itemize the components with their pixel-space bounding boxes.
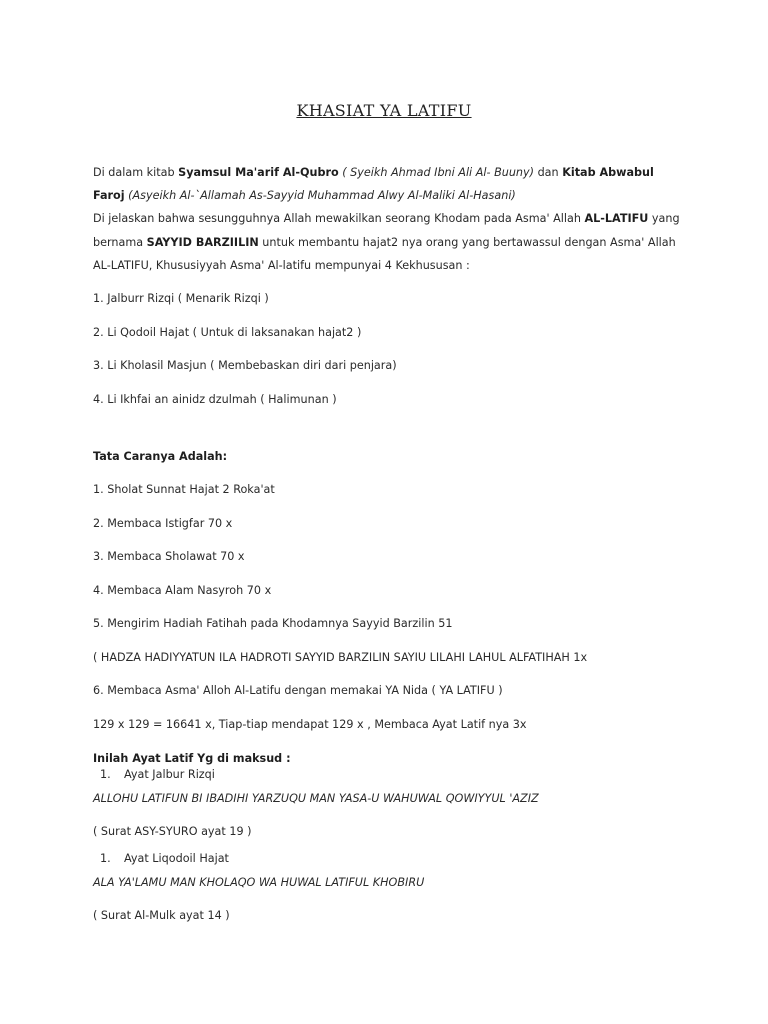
ayat-label: Ayat Liqodoil Hajat	[124, 852, 229, 865]
kekhususan-item: 4. Li Ikhfai an ainidz dzulmah ( Halimunan )	[93, 393, 337, 406]
asma-bold: AL-LATIFU	[584, 212, 649, 225]
intro-line-3	[93, 212, 680, 226]
intro-text: Di dalam kitab	[93, 166, 179, 179]
kitab-name-bold: Syamsul Ma'arif Al-Qubro	[178, 166, 339, 179]
ayat-heading: Inilah Ayat Latif Yg di maksud :	[93, 752, 291, 765]
calculation-text: 129 x 129 = 16641 x, Tiap-tiap mendapat 129 x , Membaca Ayat Latif nya 3x	[93, 718, 527, 731]
intro-text: untuk membantu hajat2 nya orang yang bertawassul dengan Asma' Allah	[258, 236, 676, 249]
khodam-name-bold: SAYYID BARZIILIN	[146, 236, 259, 249]
ayat-list-item	[100, 852, 229, 866]
tata-cara-step: 2. Membaca Istigfar 70 x	[93, 517, 233, 530]
tata-cara-step: 6. Membaca Asma' Alloh Al-Latifu dengan memakai YA Nida ( YA LATIFU )	[93, 684, 503, 697]
tata-cara-step: 3. Membaca Sholawat 70 x	[93, 550, 245, 563]
intro-line-2	[93, 189, 516, 203]
intro-text: yang	[648, 212, 680, 225]
intro-line-5: AL-LATIFU, Khususiyyah Asma' Al-latifu mempunyai 4 Kekhususan :	[93, 259, 470, 272]
tata-cara-step: 1. Sholat Sunnat Hajat 2 Roka'at	[93, 483, 275, 496]
ayat-text: ALLOHU LATIFUN BI IBADIHI YARZUQU MAN YASA-U WAHUWAL QOWIYYUL 'AZIZ	[93, 792, 539, 805]
intro-text: bernama	[93, 236, 147, 249]
tata-cara-heading: Tata Caranya Adalah:	[93, 450, 228, 463]
ayat-label: Ayat Jalbur Rizqi	[124, 768, 215, 781]
tata-cara-step: 5. Mengirim Hadiah Fatihah pada Khodamnya Sayyid Barzilin 51	[93, 617, 453, 630]
ayat-list-item	[100, 768, 215, 782]
kekhususan-item: 1. Jalburr Rizqi ( Menarik Rizqi )	[93, 292, 269, 305]
intro-line-4	[93, 236, 676, 250]
kekhususan-item: 3. Li Kholasil Masjun ( Membebaskan diri dari penjara)	[93, 359, 397, 372]
page-title: KHASIAT YA LATIFU	[296, 101, 472, 120]
kitab-author-italic: (Asyeikh Al-`Allamah As-Sayyid Muhammad Alwy Al-Maliki Al-Hasani)	[124, 189, 516, 202]
kitab-name-bold: Kitab Abwabul	[562, 166, 654, 179]
ayat-text: ALA YA'LAMU MAN KHOLAQO WA HUWAL LATIFUL KHOBIRU	[93, 876, 425, 889]
kitab-author-italic: ( Syeikh Ahmad Ibni Ali Al- Buuny)	[338, 166, 535, 179]
tata-cara-step: 4. Membaca Alam Nasyroh 70 x	[93, 584, 272, 597]
list-number: 1.	[100, 852, 111, 865]
kitab-name-bold: Faroj	[93, 189, 125, 202]
intro-text: dan	[534, 166, 563, 179]
hadiah-doa-text: ( HADZA HADIYYATUN ILA HADROTI SAYYID BARZILIN SAYIU LILAHI LAHUL ALFATIHAH 1x	[93, 651, 588, 664]
intro-line-1	[93, 166, 654, 180]
list-number: 1.	[100, 768, 111, 781]
ayat-source: ( Surat ASY-SYURO ayat 19 )	[93, 825, 252, 838]
intro-text: Di jelaskan bahwa sesungguhnya Allah mewakilkan seorang Khodam pada Asma' Allah	[93, 212, 585, 225]
kekhususan-item: 2. Li Qodoil Hajat ( Untuk di laksanakan hajat2 )	[93, 326, 362, 339]
ayat-source: ( Surat Al-Mulk ayat 14 )	[93, 909, 230, 922]
